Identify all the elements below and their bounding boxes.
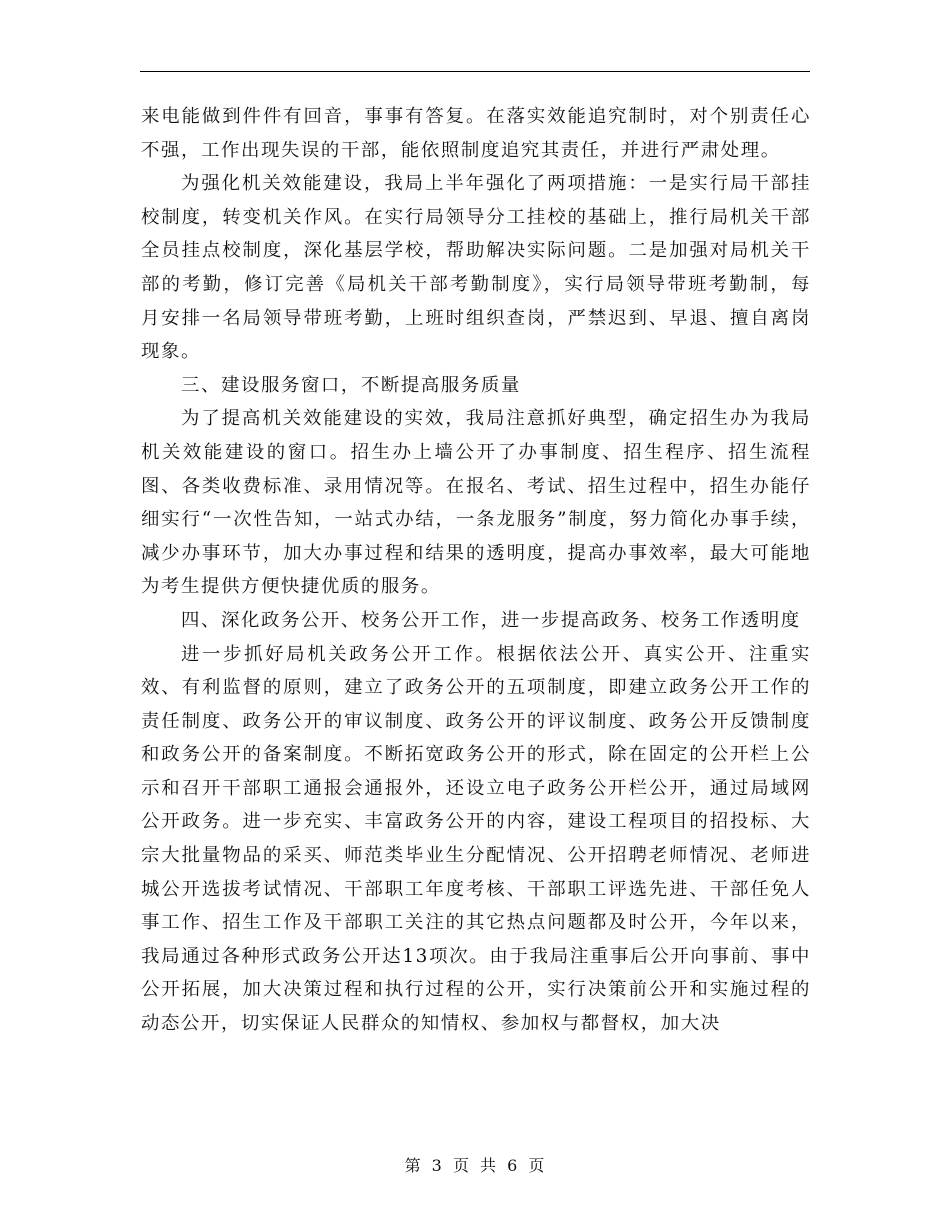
- section-heading-transparency: 四、深化政务公开、校务公开工作，进一步提高政务、校务工作透明度: [181, 609, 801, 631]
- section-heading-service-window: 三、建设服务窗口，不断提高服务质量: [181, 374, 521, 396]
- page-number-footer: 第 3 页 共 6 页: [404, 1156, 546, 1175]
- header-rule: [140, 71, 810, 72]
- paragraph-continuation: 来电能做到件件有回音，事事有答复。在落实效能追究制时，对个别责任心不强，工作出现失误的干部，能依照制度追究其责任，并进行严肃处理。: [141, 106, 811, 161]
- paragraph-efficiency-measures: 为强化机关效能建设，我局上半年强化了两项措施：一是实行局干部挂校制度，转变机关作风。在实行局领导分工挂校的基础上，推行局机关干部全员挂点校制度，深化基层学校，帮助解决实际问题。二是加强对局机关干部的考勤，修订完善《局机关干部考勤制度》，实行局领导带班考勤制，每月安排一名局领导带班考勤，上班时组织查岗，严禁迟到、早退、擅自离岗现象。: [141, 173, 811, 363]
- paragraph-government-affairs: 进一步抓好局机关政务公开工作。根据依法公开、真实公开、注重实效、有利监督的原则，建立了政务公开的五项制度，即建立政务公开工作的责任制度、政务公开的审议制度、政务公开的评议制度、政务公开反馈制度和政务公开的备案制度。不断拓宽政务公开的形式，除在固定的公开栏上公示和召开干部职工通报会通报外，还设立电子政务公开栏公开，通过局域网公开政务。进一步充实、丰富政务公开的内容，建设工程项目的招投标、大宗大批量物品的采买、师范类毕业生分配情况、公开招聘老师情况、老师进城公开选拔考试情况、干部职工年度考核、干部职工评选先进、干部任免人事工作、招生工作及干部职工关注的其它热点问题都及时公开，今年以来，我局通过各种形式政务公开达13项次。由于我局注重事后公开向事前、事中公开拓展，加大决策过程和执行过程的公开，实行决策前公开和实施过程的动态公开，切实保证人民群众的知情权、参加权与都督权，加大决: [141, 643, 811, 1035]
- paragraph-service-window: 为了提高机关效能建设的实效，我局注意抓好典型，确定招生办为我局机关效能建设的窗口。招生办上墙公开了办事制度、招生程序、招生流程图、各类收费标准、录用情况等。在报名、考试、招生过程中，招生办能仔细实行“一次性告知，一站式办结，一条龙服务”制度，努力简化办事手续，减少办事环节，加大办事过程和结果的透明度，提高办事效率，最大可能地为考生提供方便快捷优质的服务。: [141, 408, 811, 598]
- body-text: [141, 100, 811, 1041]
